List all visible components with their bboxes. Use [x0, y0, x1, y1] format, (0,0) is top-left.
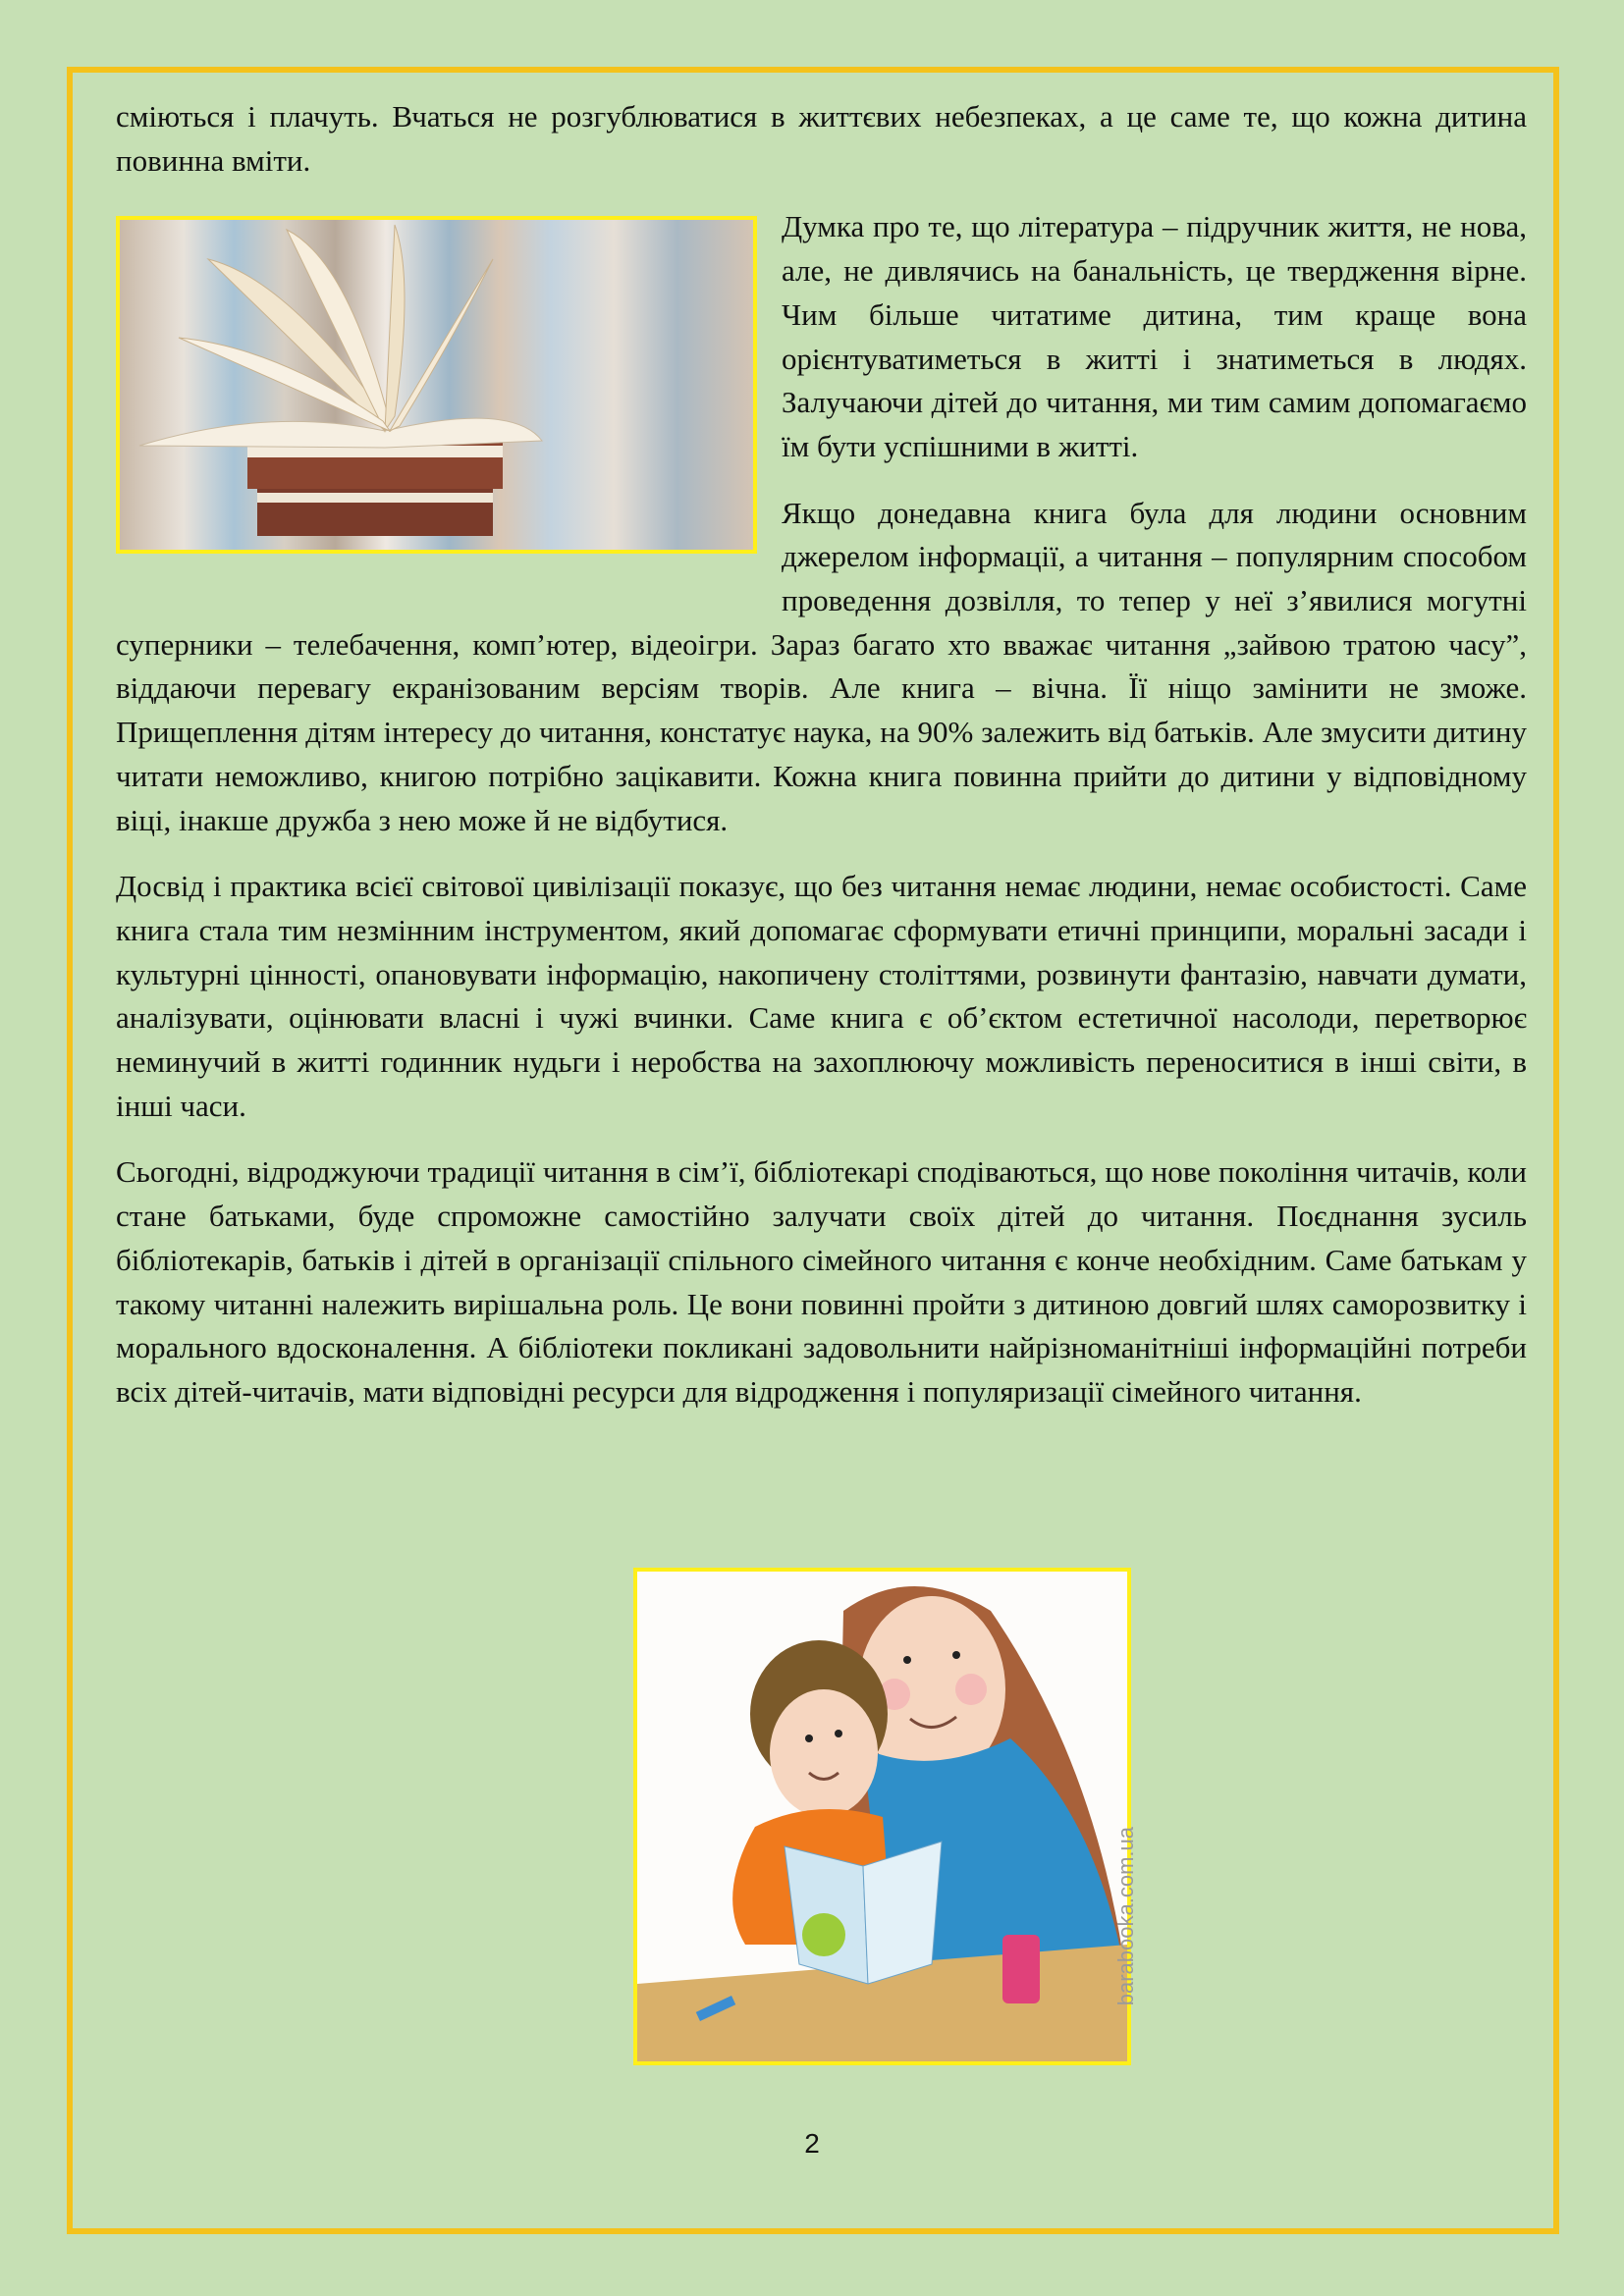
illustration-watermark: barabooka.com.ua — [1113, 1827, 1138, 2006]
open-book-icon — [120, 220, 753, 550]
paragraph-continued: сміються і плачуть. Вчаться не розгублюватися в життєвих небезпеках, а це саме те, що кожна дитина повинна вміти. — [116, 99, 1527, 178]
paragraph-literature: Думка про те, що література – підручник життя, не нова, але, не дивлячись на банальність, це твердження вірне. Чим більше читатиме дитина, тим краще вона орієнтуватиметься в житті і знатиметься в людях. Залучаючи дітей до читання, ми тим самим допомагаємо їм бути успішними в житті. — [782, 209, 1527, 463]
reading-illustration-icon — [637, 1572, 1127, 2061]
paragraph-civilization: Досвід і практика всієї світової цивілізації показує, що без читання немає людини, немає особистості. Саме книга стала тим незмінним інструментом, який допомагає сформувати етичні принципи, моральні засади і культурні цінності, опановувати інформацію, накопичену століттями, розвинути фантазію, навчати думати, аналізувати, оцінювати власні і чужі вчинки. Саме книга є об’єктом естетичної насолоди, перетворює неминучий в житті годинник нудьги і неробства на захоплюючу можливість переноситися в інші світи, в інші часи. — [116, 869, 1527, 1123]
open-book-photo — [116, 205, 757, 598]
page-number: 2 — [804, 2128, 820, 2159]
paragraph-book-rivals: Якщо донедавна книга була для людини основним джерелом інформації, а читання – популярним способом проведення дозвілля, то тепер у неї з’явилися могутні суперники – телебачення, комп’ютер, відеоігри. Зараз багато хто вважає читання „зайвою тратою часу”, віддаючи перевагу екранізованим версіям творів. Але книга – вічна. Її ніщо замінити не зможе. Прищеплення дітям інтересу до читання, констатує наука, на 90% залежить від батьків. Але змусити дитину читати неможливо, книгою потрібно зацікавити. Кожна книга повинна прийти до дитини у відповідному віці, інакше дружба з нею може й не відбутися. — [116, 495, 1527, 837]
paragraph-family-reading: Сьогодні, відроджуючи традиції читання в сім’ї, бібліотекарі сподіваються, що нове покоління читачів, коли стане батьками, буде спроможне самостійно залучати своїх дітей до читання. Поєднання зусиль бібліотекарів, батьків і дітей в організації спільного сімейного читання є конче необхідним. Саме батькам у такому читанні належить вирішальна роль. Це вони повинні пройти з дитиною довгий шлях саморозвитку і морального вдосконалення. А бібліотеки покликані задовольнити найрізноманітніші інформаційні потреби всіх дітей-читачів, мати відповідні ресурси для відродження і популяризації сімейного читання. — [116, 1154, 1527, 1409]
document-body — [116, 95, 1527, 1437]
mother-child-reading-illustration — [633, 1568, 1138, 2065]
